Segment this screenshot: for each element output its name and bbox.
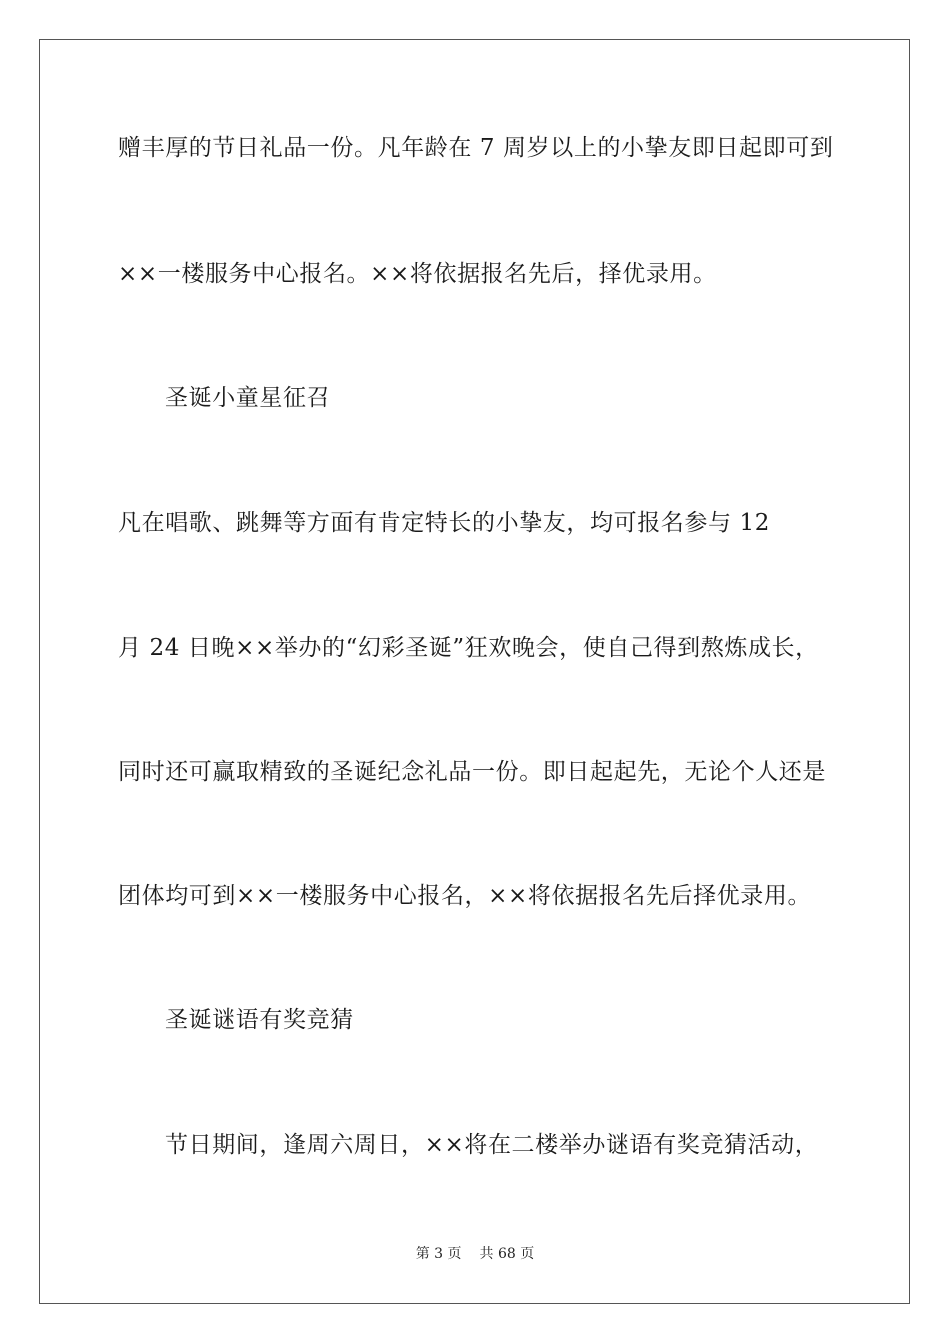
page-footer [0,1245,950,1263]
text-line-6: 同时还可赢取精致的圣诞纪念礼品一份。即日起起先，无论个人还是 [118,759,826,785]
text-line-7: 团体均可到××一楼服务中心报名，××将依据报名先后择优录用。 [118,883,812,909]
section-heading-riddle: 圣诞谜语有奖竞猜 [165,1007,354,1033]
text-line-9: 节日期间，逢周六周日，××将在二楼举办谜语有奖竞猜活动， [165,1132,819,1158]
section-heading-child-star: 圣诞小童星征召 [165,385,331,411]
page-border [39,39,910,1304]
page-total: 共 68 页 [479,1246,535,1262]
text-line-5: 月 24 日晚××举办的“幻彩圣诞”狂欢晚会，使自己得到熬炼成长， [118,635,819,661]
text-line-1: 赠丰厚的节日礼品一份。凡年龄在 7 周岁以上的小挚友即日起即可到 [118,135,834,161]
text-line-2: ××一楼服务中心报名。××将依据报名先后，择优录用。 [118,261,717,287]
page-number: 第 3 页 [415,1246,462,1262]
text-line-4: 凡在唱歌、跳舞等方面有肯定特长的小挚友，均可报名参与 12 [118,510,770,536]
